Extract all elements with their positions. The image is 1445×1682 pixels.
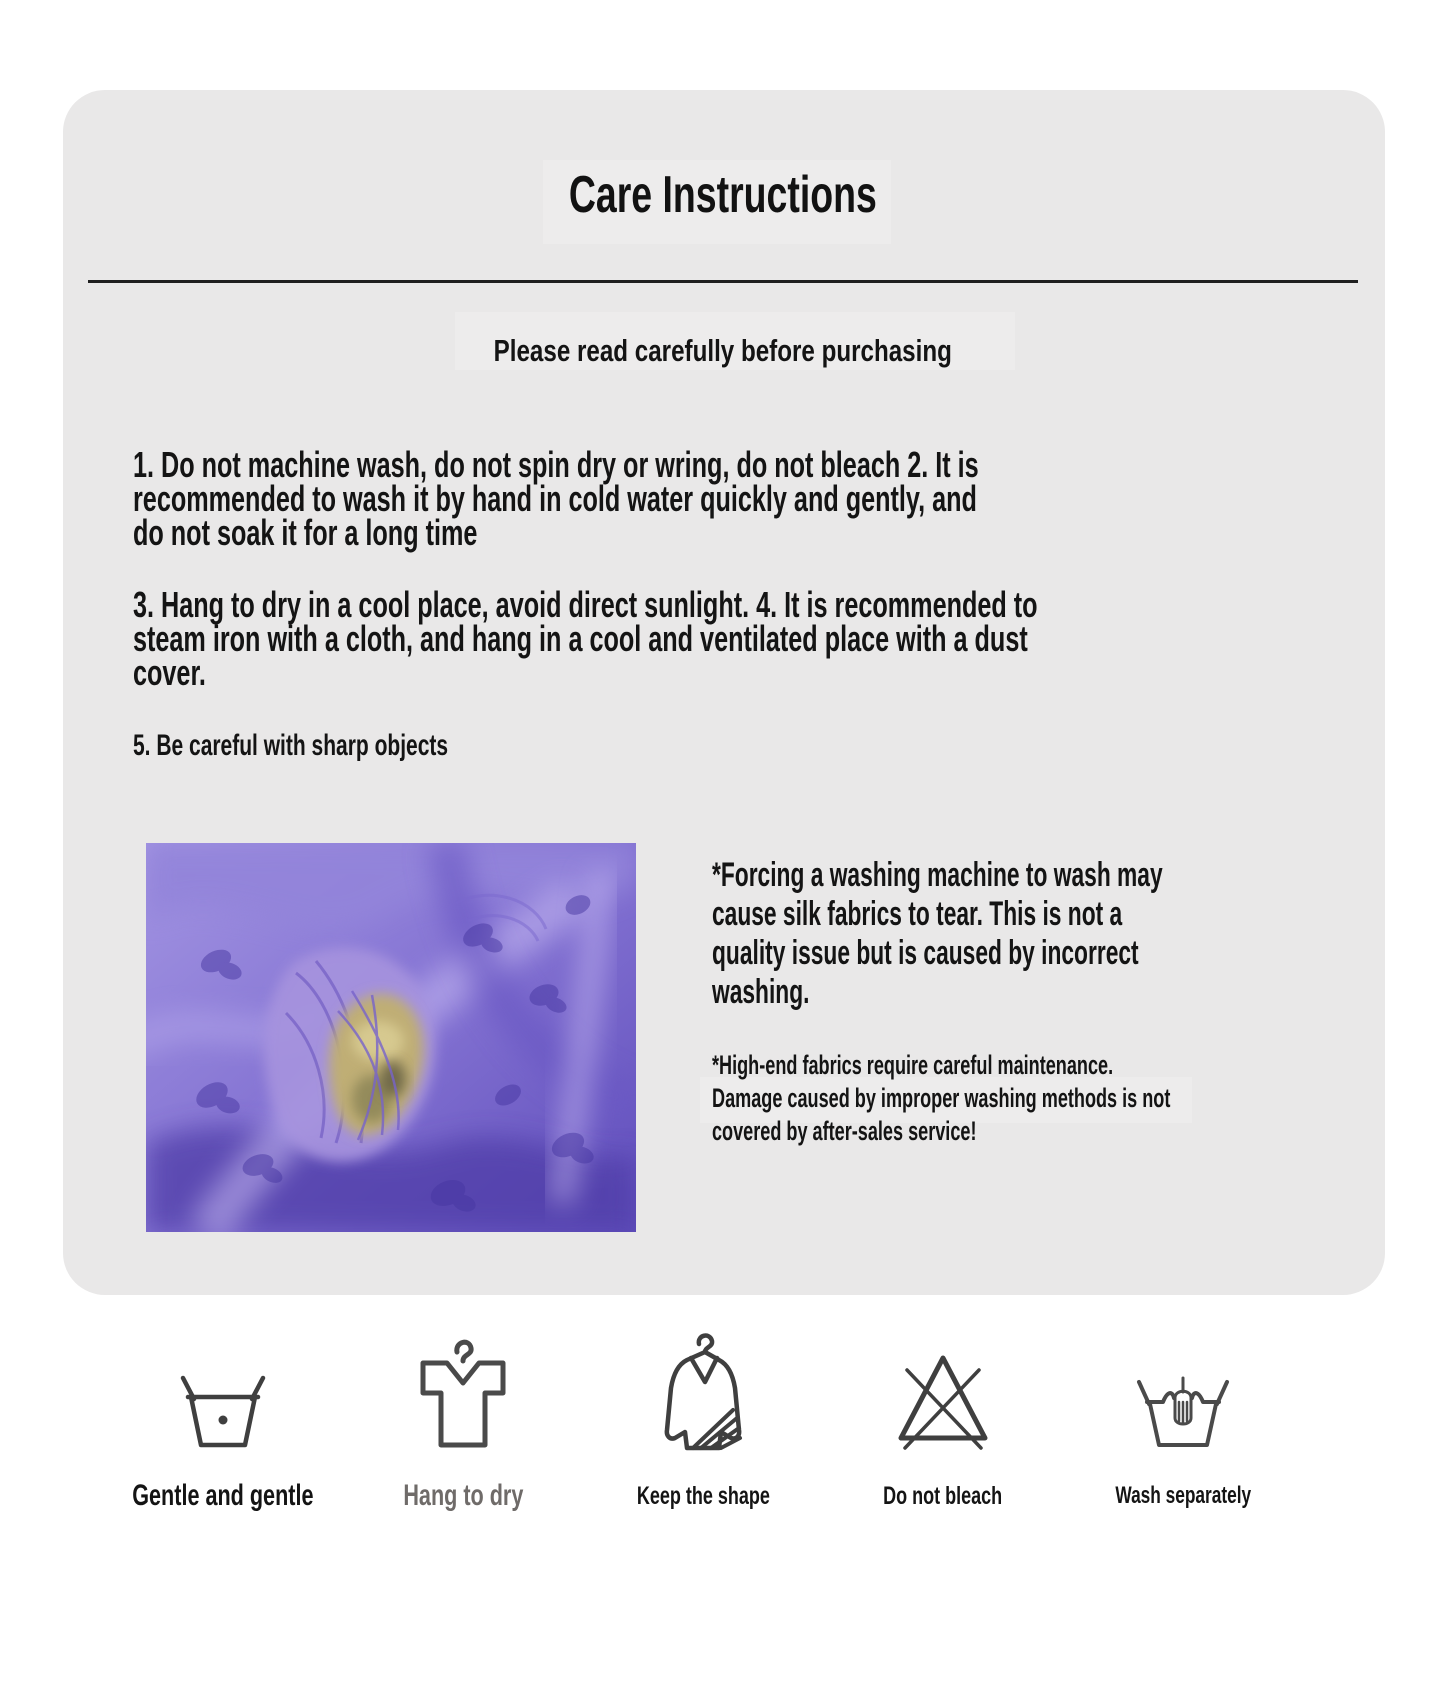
gentle-wash-basin-icon — [175, 1328, 271, 1452]
crossed-triangle-icon — [887, 1328, 999, 1452]
sharp-objects-note: 5. Be careful with sharp objects — [133, 729, 449, 762]
page-title: Care Instructions — [568, 166, 877, 224]
disclaimer-line: Damage caused by improper washing methods is not — [712, 1083, 1171, 1113]
paragraph-line: 1. Do not machine wash, do not spin dry or wring, do not bleach 2. It is — [133, 444, 979, 485]
paragraph-line: cover. — [133, 652, 206, 693]
care-symbol-label: Hang to dry — [402, 1479, 523, 1512]
disclaimer-line: covered by after-sales service! — [712, 1116, 977, 1146]
paragraph-line: 3. Hang to dry in a cool place, avoid direct sunlight. 4. It is recommended to — [133, 584, 1038, 625]
care-symbol-keep-shape — [583, 1328, 823, 1514]
care-symbol-label: Keep the shape — [636, 1482, 770, 1510]
care-symbol-no-bleach — [823, 1328, 1063, 1514]
machine-wash-warning — [712, 856, 1385, 1012]
warning-line: quality issue but is caused by incorrect — [712, 934, 1139, 972]
disclaimer-line: *High-end fabrics require careful maintenance. — [712, 1050, 1114, 1080]
garment-keep-shape-icon — [653, 1328, 753, 1452]
paragraph-line: do not soak it for a long time — [133, 512, 478, 553]
care-symbol-wash-separately — [1063, 1328, 1303, 1514]
care-symbols-row — [103, 1328, 1303, 1514]
care-symbol-label: Wash separately — [1115, 1482, 1251, 1509]
paragraph-line: recommended to wash it by hand in cold water quickly and gently, and — [133, 478, 977, 519]
hand-wash-basin-icon — [1133, 1328, 1233, 1452]
care-symbol-gentle-wash — [103, 1328, 343, 1514]
warning-line: *Forcing a washing machine to wash may — [712, 856, 1163, 894]
care-symbol-label: Gentle and gentle — [132, 1479, 314, 1512]
care-symbol-hang-dry — [343, 1328, 583, 1514]
warning-line: cause silk fabrics to tear. This is not a — [712, 895, 1123, 933]
warning-line: washing. — [712, 973, 810, 1011]
subtitle: Please read carefully before purchasing — [493, 333, 952, 368]
drying-instructions-paragraph — [133, 584, 1425, 693]
title-divider — [88, 280, 1358, 283]
paragraph-line: steam iron with a cloth, and hang in a cool and ventilated place with a dust — [133, 618, 1028, 659]
care-symbol-label: Do not bleach — [883, 1482, 1003, 1510]
wash-instructions-paragraph — [133, 444, 1341, 553]
hanger-shirt-icon — [413, 1328, 513, 1452]
fabric-damage-image — [146, 843, 636, 1232]
aftersales-disclaimer — [712, 1049, 1396, 1148]
